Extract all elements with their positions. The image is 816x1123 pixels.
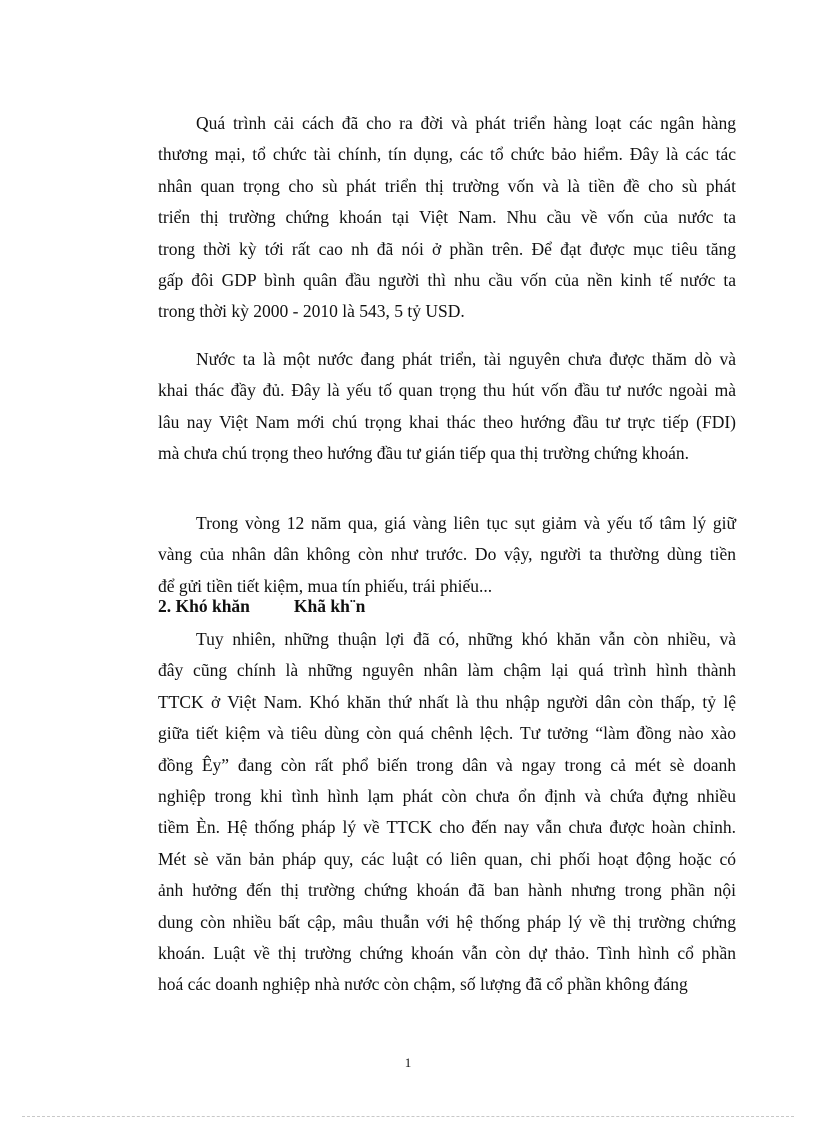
text-line: ảnh hưởng đến thị trường chứng khoán đã ban hành nhưng trong phần nội [158,880,736,901]
text-line: nghiệp trong khi tình hình lạm phát còn chưa ổn định và chứa đựng nhiều [158,786,736,807]
text-line: hoá các doanh nghiệp nhà nước còn chậm, số lượng đã cổ phần không đáng [158,974,688,995]
paragraph-difficulties [158,624,736,1001]
text-line: đồng Êy” đang còn rất phổ biến trong dân và ngay trong cả mét sè doanh [158,754,736,775]
section-heading [158,593,365,619]
text-line: dung còn nhiều bất cập, mâu thuẫn với hệ thống pháp lý về thị trường chứng [158,911,736,932]
text-line: gấp đôi GDP bình quân đầu người thì nhu cầu vốn của nền kinh tế nước ta [158,270,736,291]
text-line: Tuy nhiên, những thuận lợi đã có, những khó khăn vẫn còn nhiều, và [196,629,736,649]
paragraph-resources-fdi [158,344,736,470]
text-line: để gửi tiền tiết kiệm, mua tín phiếu, trái phiếu... [158,575,493,596]
text-line: tiềm Èn. Hệ thống pháp lý về TTCK cho đến nay vẫn chưa được hoàn chỉnh. [158,817,736,838]
page-bottom-rule [22,1116,794,1117]
section-title-duplicate: Khã kh¨n [293,596,366,616]
text-line: vàng của nhân dân không còn như trước. Do vậy, người ta thường dùng tiền [158,544,736,565]
text-line: Quá trình cải cách đã cho ra đời và phát triển hàng loạt các ngân hàng [196,113,736,133]
page-number: 1 [404,1055,412,1070]
text-line: nhân quan trọng cho sù phát triển thị trường vốn và là tiền đề cho sù phát [158,175,736,196]
text-line: Trong vòng 12 năm qua, giá vàng liên tục sụt giảm và yếu tố tâm lý giữ [196,513,736,533]
text-line: TTCK ở Việt Nam. Khó khăn thứ nhất là thu nhập người dân còn thấp, tỷ lệ [158,691,736,712]
text-line: mà chưa chú trọng theo hướng đầu tư gián tiếp qua thị trường chứng khoán. [158,443,690,464]
text-line: thương mại, tổ chức tài chính, tín dụng, các tổ chức bảo hiểm. Đây là các tác [158,144,736,165]
text-line: Mét sè văn bản pháp quy, các luật có liên quan, chi phối hoạt động hoặc có [158,848,736,869]
paragraph-reform-banks [158,108,736,328]
text-line: đây cũng chính là những nguyên nhân làm chậm lại quá trình hình thành [158,660,736,681]
text-line: giữa tiết kiệm và tiêu dùng còn quá chênh lệch. Tư tưởng “làm đồng nào xào [158,723,736,744]
paragraph-gold-price [158,508,736,602]
text-line: triển thị trường chứng khoán tại Việt Nam. Nhu cầu về vốn của nước ta [158,207,736,228]
text-line: trong thời kỳ 2000 - 2010 là 543, 5 tỷ USD. [158,301,465,322]
text-line: khai thác đầy đủ. Đây là yếu tố quan trọng thu hút vốn đầu tư nước ngoài mà [158,380,736,401]
text-line: trong thời kỳ tới rất cao nh đã nói ở phần trên. Để đạt được mục tiêu tăng [158,238,736,259]
section-number: 2. [158,596,172,616]
text-line: Nước ta là một nước đang phát triển, tài nguyên chưa được thăm dò và [196,349,736,369]
section-title: Khó khăn [175,596,250,616]
text-line: khoán. Luật về thị trường chứng khoán vẫn còn dự thảo. Tình hình cổ phần [158,943,736,964]
text-line: lâu nay Việt Nam mới chú trọng khai thác theo hướng đầu tư trực tiếp (FDI) [158,411,736,432]
